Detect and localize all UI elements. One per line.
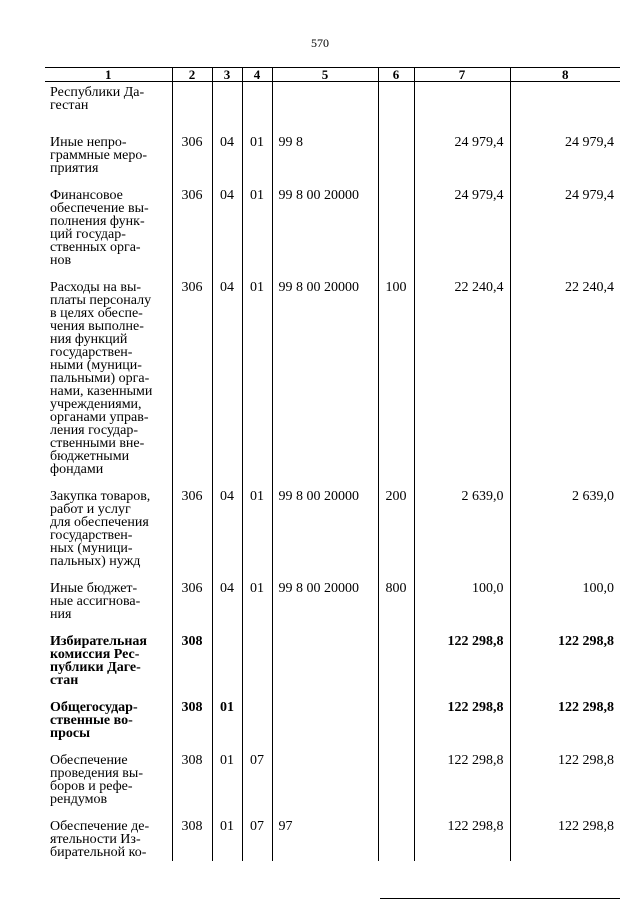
row-code-2-cell: 308	[172, 689, 212, 742]
table-row	[45, 478, 620, 570]
row-code-6-cell	[378, 177, 414, 269]
row-name-cell: Закупка товаров, работ и услуг для обеспечения государствен- ных (муници- пальных) нужд	[50, 489, 151, 569]
row-code-6-cell	[378, 82, 414, 125]
row-code-4-cell: 07	[242, 808, 272, 861]
row-code-4-cell	[242, 689, 272, 742]
row-code-6-cell: 200	[378, 478, 414, 570]
row-code-6-cell: 800	[378, 570, 414, 623]
col-header-5: 5	[272, 68, 378, 82]
row-name-cell: Расходы на вы- платы персоналу в целях обеспе- чения выполне- ния функций государствен- ными (муници- пальными) орга- нами, казенными учреждениями, органами управ- ления государ- ственными вне- бюджетными фондами	[50, 280, 153, 477]
table-row	[45, 570, 620, 623]
row-name-cell: Иные бюджет- ные ассигнова- ния	[50, 581, 141, 622]
col-header-7: 7	[414, 68, 510, 82]
row-amount-8-cell	[510, 82, 620, 125]
row-amount-7-cell: 122 298,8	[414, 742, 510, 808]
row-code-2-cell: 306	[172, 269, 212, 478]
row-code-5-cell: 99 8 00 20000	[272, 269, 378, 478]
row-code-5-cell: 99 8	[272, 124, 378, 177]
row-name-cell: Финансовое обеспечение вы- полнения функ- ций государ- ственных орга- нов	[50, 188, 149, 268]
row-code-6-cell	[378, 808, 414, 861]
table-row	[45, 269, 620, 478]
row-amount-8-cell: 22 240,4	[510, 269, 620, 478]
row-code-4-cell	[242, 82, 272, 125]
row-amount-8-cell: 122 298,8	[510, 808, 620, 861]
row-amount-7-cell: 2 639,0	[414, 478, 510, 570]
row-code-2-cell: 306	[172, 124, 212, 177]
row-name-cell: Обеспечение проведения вы- боров и рефе- рендумов	[50, 753, 143, 807]
row-code-5-cell: 99 8 00 20000	[272, 177, 378, 269]
budget-table	[45, 67, 620, 861]
row-amount-7-cell: 24 979,4	[414, 124, 510, 177]
col-header-2: 2	[172, 68, 212, 82]
row-amount-7-cell: 24 979,4	[414, 177, 510, 269]
row-code-3-cell: 04	[212, 124, 242, 177]
row-code-2-cell	[172, 82, 212, 125]
row-code-3-cell: 04	[212, 269, 242, 478]
row-code-2-cell: 308	[172, 742, 212, 808]
row-code-2-cell: 308	[172, 623, 212, 689]
row-amount-8-cell: 122 298,8	[510, 742, 620, 808]
row-code-3-cell: 01	[212, 689, 242, 742]
row-code-3-cell: 04	[212, 177, 242, 269]
row-amount-7-cell: 122 298,8	[414, 808, 510, 861]
row-code-5-cell	[272, 82, 378, 125]
row-name-cell: Общегосудар- ственные во- просы	[50, 700, 138, 741]
row-code-2-cell: 306	[172, 177, 212, 269]
row-code-3-cell: 04	[212, 478, 242, 570]
row-code-6-cell	[378, 124, 414, 177]
row-code-4-cell: 01	[242, 269, 272, 478]
row-amount-8-cell: 24 979,4	[510, 177, 620, 269]
row-code-2-cell: 308	[172, 808, 212, 861]
bottom-rule	[380, 898, 620, 899]
row-code-4-cell	[242, 623, 272, 689]
row-code-6-cell	[378, 623, 414, 689]
row-code-5-cell: 99 8 00 20000	[272, 570, 378, 623]
row-code-2-cell: 306	[172, 478, 212, 570]
row-amount-8-cell: 2 639,0	[510, 478, 620, 570]
row-name-cell: Избирательная комиссия Рес- публики Даге- стан	[50, 634, 147, 688]
row-code-5-cell: 99 8 00 20000	[272, 478, 378, 570]
row-amount-7-cell: 100,0	[414, 570, 510, 623]
row-amount-8-cell: 100,0	[510, 570, 620, 623]
row-name-cell: Республики Да- гестан	[50, 85, 145, 113]
row-name-cell: Обеспечение де- ятельности Из- бирательной ко-	[50, 819, 150, 860]
header-row	[45, 68, 620, 82]
row-code-5-cell	[272, 623, 378, 689]
row-amount-7-cell: 122 298,8	[414, 689, 510, 742]
row-code-4-cell: 01	[242, 177, 272, 269]
row-code-3-cell	[212, 82, 242, 125]
page-number: 570	[311, 36, 329, 50]
row-amount-8-cell: 122 298,8	[510, 689, 620, 742]
row-code-4-cell: 07	[242, 742, 272, 808]
row-amount-7-cell: 22 240,4	[414, 269, 510, 478]
row-code-4-cell: 01	[242, 570, 272, 623]
table-row	[45, 82, 620, 125]
row-code-5-cell	[272, 742, 378, 808]
col-header-3: 3	[212, 68, 242, 82]
col-header-8: 8	[510, 68, 620, 82]
table-row	[45, 689, 620, 742]
row-code-2-cell: 306	[172, 570, 212, 623]
col-header-6: 6	[378, 68, 414, 82]
row-code-4-cell: 01	[242, 124, 272, 177]
row-code-3-cell	[212, 623, 242, 689]
col-header-4: 4	[242, 68, 272, 82]
row-amount-8-cell: 24 979,4	[510, 124, 620, 177]
row-code-3-cell: 04	[212, 570, 242, 623]
table-row	[45, 742, 620, 808]
row-code-4-cell: 01	[242, 478, 272, 570]
row-amount-7-cell	[414, 82, 510, 125]
row-code-6-cell	[378, 689, 414, 742]
table-row	[45, 808, 620, 861]
row-amount-8-cell: 122 298,8	[510, 623, 620, 689]
row-code-5-cell: 97	[272, 808, 378, 861]
table-row	[45, 177, 620, 269]
col-header-1: 1	[45, 68, 172, 82]
row-code-6-cell	[378, 742, 414, 808]
row-code-6-cell: 100	[378, 269, 414, 478]
row-code-5-cell	[272, 689, 378, 742]
table-row	[45, 124, 620, 177]
table-row	[45, 623, 620, 689]
row-code-3-cell: 01	[212, 742, 242, 808]
row-name-cell: Иные непро- граммные меро- приятия	[50, 135, 148, 176]
row-amount-7-cell: 122 298,8	[414, 623, 510, 689]
row-code-3-cell: 01	[212, 808, 242, 861]
